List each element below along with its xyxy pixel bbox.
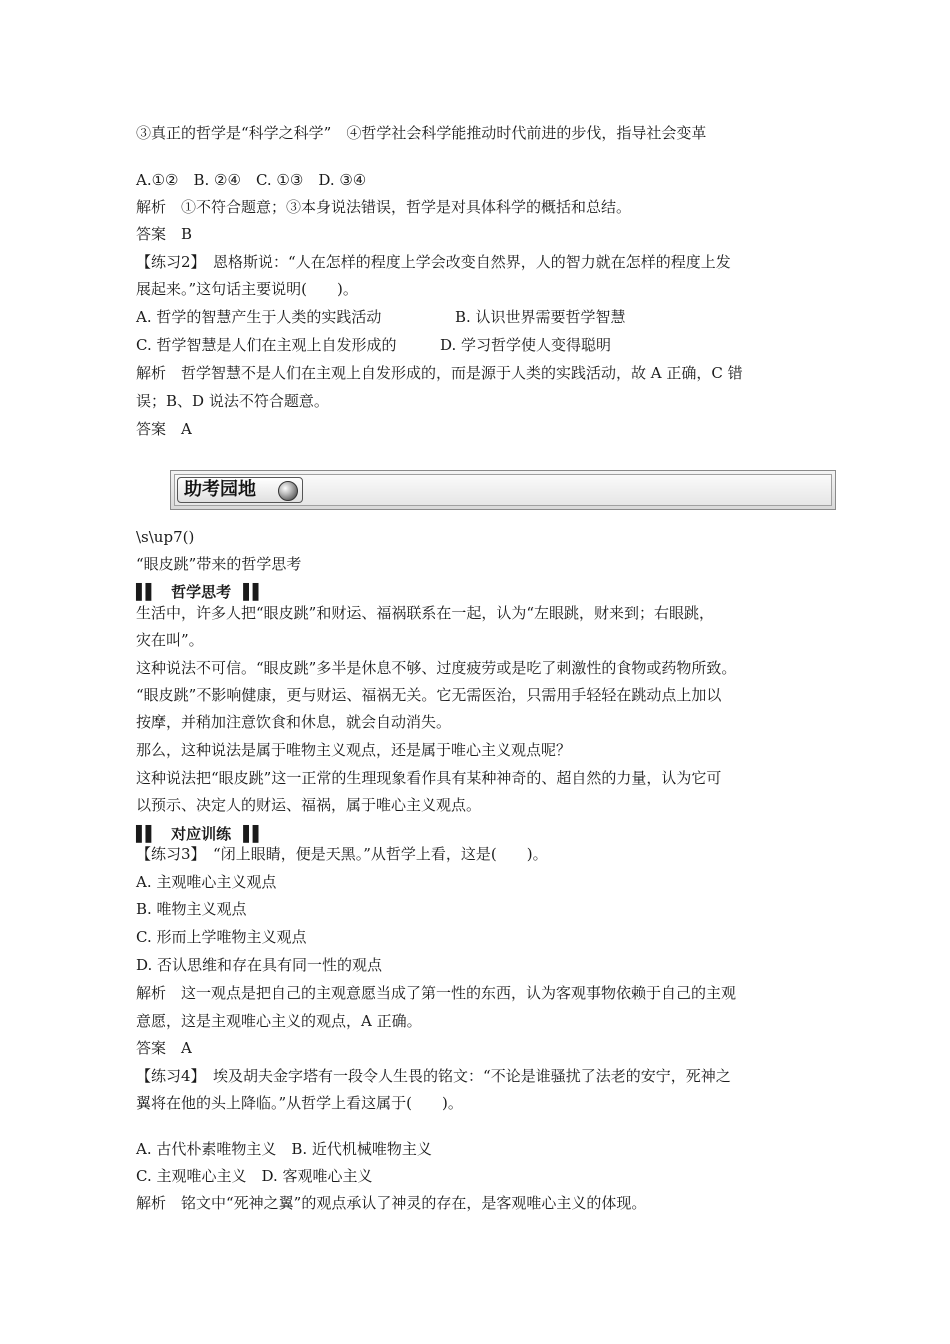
exercise2-analysis-line1: 解析 哲学智慧不是人们在主观上自发形成的，而是源于人类的实践活动，故 A 正确，C 错 [136, 364, 743, 382]
exercise2-option-c: C. 哲学智慧是人们在主观上自发形成的 [136, 336, 397, 354]
section-banner [170, 470, 836, 510]
exercise3-option-a: A. 主观唯心主义观点 [136, 873, 277, 891]
paragraph4-line1: 这种说法把“眼皮跳”这一正常的生理现象看作具有某种神奇的、超自然的力量，认为它可 [136, 769, 722, 787]
exercise2-option-d: D. 学习哲学使人变得聪明 [440, 336, 612, 354]
analysis-line: 解析 ①不符合题意；③本身说法错误，哲学是对具体科学的概括和总结。 [136, 198, 632, 216]
paragraph2-line1: 这种说法不可信。“眼皮跳”多半是休息不够、过度疲劳或是吃了刺激性的食物或药物所致。 [136, 659, 737, 677]
section-bar-icon: ▌▌ [136, 583, 156, 601]
exercise3-analysis-line1: 解析 这一观点是把自己的主观意愿当成了第一性的东西，认为客观事物依赖于自己的主观 [136, 984, 737, 1002]
exercise3-analysis-line2: 意愿，这是主观唯心主义的观点，A 正确。 [136, 1012, 422, 1030]
section-bar-icon: ▌▌ [243, 825, 263, 843]
exercise3-question: 【练习3】 “闭上眼睛，便是天黑。”从哲学上看，这是( )。 [136, 845, 548, 863]
banner-label: 助考园地 [177, 477, 303, 503]
statements-line: ③真正的哲学是“科学之科学” ④哲学社会科学能推动时代前进的步伐，指导社会变革 [136, 124, 707, 142]
banner-ball-icon [278, 481, 298, 501]
exercise4-options-line2: C. 主观唯心主义 D. 客观唯心主义 [136, 1167, 373, 1185]
paragraph2-line2: “眼皮跳”不影响健康，更与财运、福祸无关。它无需医治，只需用手轻轻在跳动点上加以 [136, 686, 722, 704]
answer-line: 答案 B [136, 225, 193, 243]
exercise3-option-d: D. 否认思维和存在具有同一性的观点 [136, 956, 383, 974]
article-title: “眼皮跳”带来的哲学思考 [136, 555, 302, 573]
exercise3-answer: 答案 A [136, 1039, 192, 1057]
exercise3-option-b: B. 唯物主义观点 [136, 900, 247, 918]
exercise4-question-line1: 【练习4】 埃及胡夫金字塔有一段令人生畏的铭文：“不论是谁骚扰了法老的安宁，死神之 [136, 1067, 731, 1085]
code-text: \s\up7() [136, 528, 195, 546]
exercise4-analysis: 解析 铭文中“死神之翼”的观点承认了神灵的存在，是客观唯心主义的体现。 [136, 1194, 647, 1212]
paragraph3: 那么，这种说法是属于唯物主义观点，还是属于唯心主义观点呢？ [136, 741, 572, 759]
paragraph2-line3: 按摩，并稍加注意饮食和休息，就会自动消失。 [136, 713, 452, 731]
exercise2-option-b: B. 认识世界需要哲学智慧 [455, 308, 626, 326]
exercise2-answer: 答案 A [136, 420, 192, 438]
section-bar-icon: ▌▌ [243, 583, 263, 601]
section-heading-philosophy: ▌▌ 哲学思考 ▌▌ [136, 583, 263, 601]
exercise2-option-a: A. 哲学的智慧产生于人类的实践活动 [136, 308, 382, 326]
exercise3-option-c: C. 形而上学唯物主义观点 [136, 928, 307, 946]
section-bar-icon: ▌▌ [136, 825, 156, 843]
exercise4-question-line2: 翼将在他的头上降临。”从哲学上看这属于( )。 [136, 1094, 463, 1112]
exercise2-analysis-line2: 误；B、D 说法不符合题意。 [136, 392, 329, 410]
exercise4-options-line1: A. 古代朴素唯物主义 B. 近代机械唯物主义 [136, 1140, 432, 1158]
section-heading-training: ▌▌ 对应训练 ▌▌ [136, 825, 263, 843]
exercise2-question-line2: 展起来。”这句话主要说明( )。 [136, 280, 358, 298]
paragraph4-line2: 以预示、决定人的财运、福祸，属于唯心主义观点。 [136, 796, 482, 814]
paragraph1-line1: 生活中，许多人把“眼皮跳”和财运、福祸联系在一起，认为“左眼跳，财来到；右眼跳， [136, 604, 715, 622]
paragraph1-line2: 灾在叫”。 [136, 631, 204, 649]
exercise2-question-line1: 【练习2】 恩格斯说：“人在怎样的程度上学会改变自然界，人的智力就在怎样的程度上发 [136, 253, 731, 271]
options-line: A.①② B. ②④ C. ①③ D. ③④ [136, 171, 367, 189]
